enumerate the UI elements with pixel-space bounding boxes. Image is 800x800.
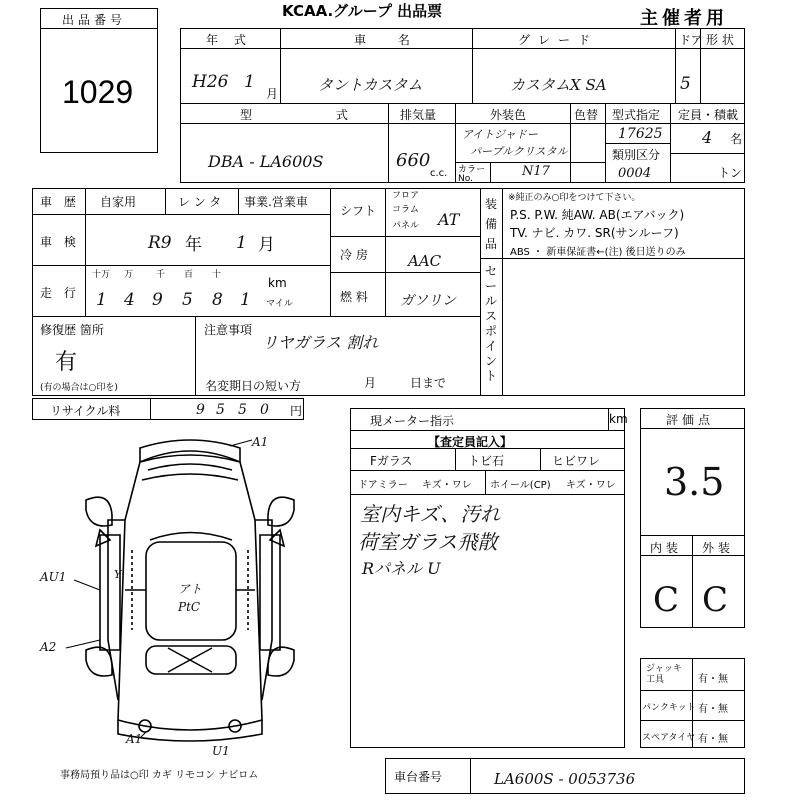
- spare-yes-no: 有・無: [698, 734, 728, 745]
- interior-label: 内 装: [650, 541, 678, 555]
- chassis-value: LA600S - 0053736: [494, 770, 636, 788]
- repair-label: 修復歴 箇所: [40, 323, 104, 337]
- lot-number-label: 出品番号: [62, 13, 127, 27]
- inspector-note-1: 室内キズ、汚れ: [360, 502, 501, 526]
- history-label: 車 歴: [40, 195, 80, 209]
- history-option-rental: レンタ: [178, 195, 226, 209]
- capacity-label: 定員・積載: [678, 108, 739, 122]
- lot-number-value: 1029: [62, 74, 134, 110]
- recycle-digit-3: 5: [238, 402, 247, 418]
- mileage-digit-5: 8: [212, 290, 223, 310]
- mark-a1-bottom: A1: [126, 732, 143, 746]
- month-value: 1: [244, 72, 255, 92]
- mileage-unit-mile: マイル: [266, 299, 293, 309]
- mark-ato: アト: [178, 582, 203, 596]
- shaken-era-value: R9: [148, 233, 172, 253]
- shaken-month-unit: 月: [258, 235, 275, 255]
- mileage-unit-km: km: [268, 276, 287, 290]
- aircon-label: 冷 房: [340, 248, 368, 262]
- cc-label: 排気量: [400, 108, 437, 122]
- shaken-month-value: 1: [236, 233, 247, 253]
- carname-label: 車 名: [354, 33, 424, 47]
- meter-unit: km: [609, 412, 628, 426]
- door-mirror-label: ドアミラー: [358, 480, 408, 491]
- puncture-label: パンクキット: [642, 703, 696, 713]
- caution-label: 注意事項: [204, 323, 253, 337]
- mileage-digit-3: 9: [152, 290, 163, 310]
- grade-value: カスタムX SA: [510, 76, 607, 94]
- recycle-unit: 円: [290, 404, 303, 418]
- recycle-label: リサイクル料: [50, 404, 121, 418]
- model-label: 型 式: [240, 108, 388, 122]
- organizer-label: 主催者用: [640, 8, 728, 29]
- cc-value: 660: [396, 150, 431, 171]
- year-label: 年 式: [206, 33, 252, 47]
- deadline-label: 名変期日の短い方: [205, 379, 302, 393]
- mileage-digit-4: 5: [182, 290, 193, 310]
- exterior-label: 外 装: [702, 541, 730, 555]
- mileage-unit-100: 百: [184, 270, 194, 280]
- hibi-label: ヒビワレ: [552, 454, 601, 468]
- mirror-options: キズ・ワレ: [422, 480, 472, 491]
- class-value: 0004: [618, 166, 652, 181]
- wheel-rear-left: [86, 647, 112, 676]
- carname-value: タントカスタム: [318, 76, 423, 94]
- class-label: 類別区分: [612, 148, 661, 162]
- mark-ptc: PtC: [178, 600, 201, 614]
- office-note: 事務局預り品は○印 カギ リモコン ナビロム: [60, 770, 259, 781]
- fuel-value: ガソリン: [400, 293, 456, 309]
- equipment-line-3: ABS ・ 新車保証書←(注) 後日送りのみ: [510, 247, 686, 258]
- shaken-year-unit: 年: [185, 235, 202, 255]
- shift-value: AT: [438, 210, 460, 229]
- f-glass-label: Fガラス: [370, 454, 413, 468]
- capacity-value: 4: [702, 128, 713, 147]
- repair-value: 有: [55, 350, 78, 375]
- month-label: 月: [266, 87, 279, 101]
- caution-value: リヤガラス 割れ: [262, 333, 379, 352]
- history-option-business: 事業.営業車: [244, 195, 308, 209]
- rating-value: 3.5: [664, 460, 725, 504]
- grade-label: グレード: [518, 33, 599, 47]
- sales-point-label: セールスポイント: [485, 264, 498, 383]
- ton-unit: トン: [718, 166, 743, 180]
- capacity-unit: 名: [730, 132, 743, 146]
- deadline-month: 月: [364, 376, 377, 390]
- mileage-digit-1: 1: [96, 290, 107, 310]
- mileage-digit-6: 1: [240, 290, 251, 310]
- fuel-label: 燃 料: [340, 290, 368, 304]
- form-title: KCAA.グループ 出品票: [282, 2, 443, 20]
- repair-note: (有の場合は○印を): [40, 383, 118, 393]
- year-value: H26: [192, 72, 229, 92]
- interior-value: C: [653, 580, 680, 620]
- door-label: ドア: [679, 33, 703, 47]
- color-value-2: パープルクリスタル: [470, 145, 568, 158]
- equipment-line-2: TV. ナビ. カワ. SR(サンルーフ): [510, 226, 679, 240]
- mark-y: Y: [114, 568, 122, 581]
- meter-label: 現メーター指示: [370, 414, 455, 428]
- wheel-label: ホイール(CP): [490, 480, 551, 491]
- type-value: 17625: [618, 126, 663, 142]
- shift-option-panel: パネル: [392, 221, 420, 231]
- rating-label: 評価点: [666, 413, 715, 427]
- mark-u1: U1: [212, 744, 230, 758]
- model-value: DBA - LA600S: [208, 152, 324, 171]
- puncture-yes-no: 有・無: [698, 704, 728, 715]
- mileage-unit-100k: 十万: [92, 270, 111, 280]
- recycle-digit-1: 9: [196, 402, 205, 418]
- mileage-label: 走 行: [40, 286, 80, 300]
- exterior-value: C: [702, 580, 729, 620]
- tobi-label: トビ石: [468, 454, 505, 468]
- mark-a1-top: A1: [252, 435, 269, 449]
- car-windshield: [150, 533, 232, 541]
- wheel-options: キズ・ワレ: [566, 480, 616, 491]
- cc-unit: c.c.: [430, 168, 448, 179]
- shift-option-column: コラム: [392, 205, 419, 215]
- chassis-label: 車台番号: [394, 770, 443, 784]
- spare-label: スペアタイヤ: [642, 733, 696, 743]
- equipment-note: ※純正のみ○印をつけて下さい。: [508, 193, 641, 203]
- mark-a2: A2: [40, 640, 57, 654]
- type-label: 型式指定: [612, 108, 661, 122]
- recycle-digit-2: 5: [216, 402, 225, 418]
- mark-au1: AU1: [40, 570, 67, 584]
- color-no-label: カラー No.: [458, 165, 486, 184]
- jack-yes-no: 有・無: [698, 674, 728, 685]
- shape-label: 形 状: [706, 33, 734, 47]
- inspector-label: 【査定員記入】: [428, 435, 513, 449]
- jack-label: ジャッキ 工具: [646, 664, 682, 685]
- aircon-value: AAC: [408, 252, 442, 270]
- color-no-value: N17: [522, 164, 550, 179]
- equipment-line-1: P.S. P.W. 純AW. AB(エアバック): [510, 208, 685, 222]
- recycle-digit-4: 0: [260, 402, 269, 418]
- color-value-1: アイトジャドー: [462, 128, 538, 141]
- shift-option-floor: フロア: [392, 191, 420, 201]
- shaken-label: 車 検: [40, 235, 80, 249]
- wheel-rear-right: [268, 647, 294, 676]
- color-label: 外装色: [490, 108, 527, 122]
- door-value: 5: [680, 74, 691, 94]
- inspector-note-3: Rパネル U: [362, 559, 441, 578]
- inspector-note-2: 荷室ガラス飛散: [358, 530, 498, 554]
- mileage-digit-2: 4: [124, 290, 135, 310]
- history-option-private: 自家用: [100, 195, 137, 209]
- mileage-unit-10k: 万: [124, 270, 134, 280]
- mileage-unit-1k: 千: [156, 270, 166, 280]
- deadline-day: 日まで: [410, 376, 447, 390]
- equipment-label: 装備品: [485, 197, 498, 251]
- shift-label: シフト: [340, 204, 377, 218]
- mileage-unit-10: 十: [212, 270, 222, 280]
- recolor-label: 色替: [574, 108, 599, 122]
